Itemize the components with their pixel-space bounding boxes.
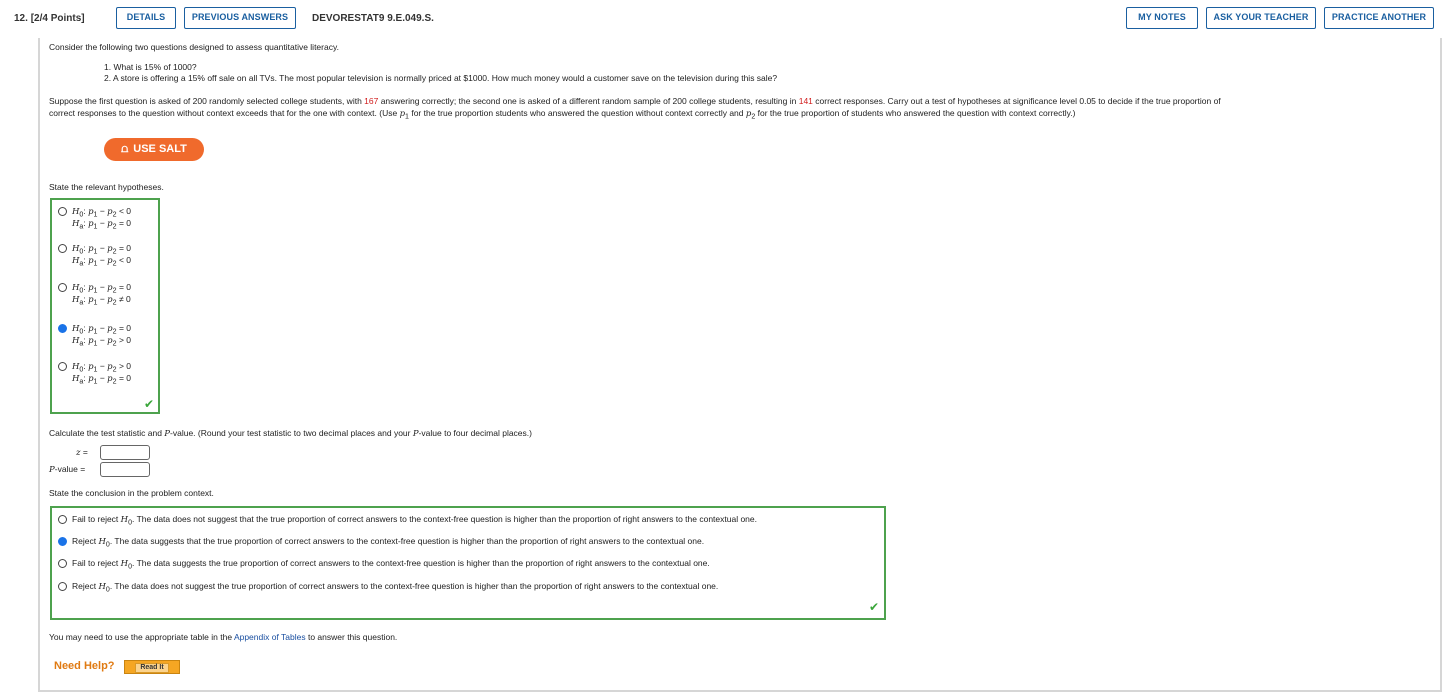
hypothesis-option-5: $H_0$: $p_1 - p_2 > 0$ $H_a$: $p_1 - p_2 = 0$ bbox=[72, 361, 131, 386]
correct-count-1: 167 bbox=[364, 96, 379, 106]
null-hypothesis-relation: = 0 bbox=[118, 282, 131, 292]
hypothesis-radio-2[interactable] bbox=[58, 244, 67, 253]
conclusion-prompt: State the conclusion in the problem context. bbox=[49, 488, 214, 498]
p-value-input[interactable] bbox=[100, 462, 150, 477]
hypothesis-option-3: $H_0$: $p_1 - p_2 = 0$ $H_a$: $p_1 - p_2 \ne 0$ bbox=[72, 282, 131, 307]
points-label: [2/4 Points] bbox=[30, 13, 85, 24]
ask-teacher-button[interactable]: ASK YOUR TEACHER bbox=[1206, 7, 1316, 29]
alt-hypothesis-relation: ≠ 0 bbox=[118, 294, 131, 304]
hypothesis-option-4: $H_0$: $p_1 - p_2 = 0$ $H_a$: $p_1 - p_2 > 0$ bbox=[72, 323, 131, 348]
question-1-text: 1. What is 15% of 1000? bbox=[104, 62, 197, 72]
salt-chart-icon: ⩍ bbox=[121, 143, 129, 155]
practice-another-button[interactable]: PRACTICE ANOTHER bbox=[1324, 7, 1434, 29]
appendix-note: You may need to use the appropriate table in the Appendix of Tables to answer this question. bbox=[49, 632, 398, 642]
details-button[interactable]: DETAILS bbox=[116, 7, 176, 29]
null-hypothesis-relation: = 0 bbox=[118, 323, 131, 333]
my-notes-button[interactable]: MY NOTES bbox=[1126, 7, 1198, 29]
hypothesis-option-1: $H_0$: $p_1 - p_2 < 0$ $H_a$: $p_1 - p_2 = 0$ bbox=[72, 206, 131, 231]
problem-paragraph-line1: Suppose the first question is asked of 200 randomly selected college students, with 167 answering correctly; the second one is asked of a different random sample of 200 college students, resulting in 141 correct responses. Carry out a test of hypotheses at significance level 0.05 to decide if the true proportion of bbox=[49, 96, 1221, 106]
intro-text: Consider the following two questions designed to assess quantitative literacy. bbox=[49, 42, 339, 52]
conclusion-option-3: Fail to reject $H_0$. The data suggests the true proportion of correct answers to the context-free question is higher than the proportion of right answers to the contextual one. bbox=[72, 558, 710, 571]
read-it-button[interactable]: Read It bbox=[124, 660, 180, 674]
question-header bbox=[0, 0, 1448, 38]
conclusion-option-2: Reject $H_0$. The data suggests that the true proportion of correct answers to the context-free question is higher than the proportion of right answers to the contextual one. bbox=[72, 536, 705, 549]
correct-check-icon: ✔ bbox=[144, 397, 155, 411]
null-hypothesis-relation: < 0 bbox=[118, 206, 131, 216]
conclusion-radio-4[interactable] bbox=[58, 582, 67, 591]
conclusion-option-4: Reject $H_0$. The data does not suggest the true proportion of correct answers to the context-free question is higher than the proportion of right answers to the contextual one. bbox=[72, 581, 719, 594]
hypothesis-radio-1[interactable] bbox=[58, 207, 67, 216]
alt-hypothesis-relation: > 0 bbox=[118, 335, 131, 345]
hypothesis-radio-3[interactable] bbox=[58, 283, 67, 292]
z-input[interactable] bbox=[100, 445, 150, 460]
correct-count-2: 141 bbox=[798, 96, 813, 106]
alt-hypothesis-relation: = 0 bbox=[118, 218, 131, 228]
problem-paragraph-line2: correct responses to the question without context exceeds that for the one with context. (Use $p_1$ for the true proportion students who answered the question without context correctly and $p_2$ for the true proportion of students who answered the question with context correctly.) bbox=[49, 108, 1076, 121]
hypothesis-option-2: $H_0$: $p_1 - p_2 = 0$ $H_a$: $p_1 - p_2 < 0$ bbox=[72, 243, 131, 268]
conclusion-option-1: Fail to reject $H_0$. The data does not suggest that the true proportion of correct answers to the context-free question is higher than the proportion of right answers to the contextual one. bbox=[72, 514, 757, 527]
conclusion-radio-1[interactable] bbox=[58, 515, 67, 524]
question-number: 12. [2/4 Points] bbox=[14, 13, 85, 24]
question-id: DEVORESTAT9 9.E.049.S. bbox=[312, 13, 434, 24]
alt-hypothesis-relation: = 0 bbox=[118, 373, 131, 383]
correct-check-icon: ✔ bbox=[869, 600, 880, 614]
hypothesis-radio-4[interactable] bbox=[58, 324, 67, 333]
question-2-text: 2. A store is offering a 15% off sale on all TVs. The most popular television is normally priced at $1000. How much money would a customer save on the television during this sale? bbox=[104, 73, 778, 83]
null-hypothesis-relation: = 0 bbox=[118, 243, 131, 253]
p-value-label: P-value = bbox=[49, 464, 86, 475]
conclusion-radio-2[interactable] bbox=[58, 537, 67, 546]
hypothesis-radio-5[interactable] bbox=[58, 362, 67, 371]
null-hypothesis-relation: > 0 bbox=[118, 361, 131, 371]
previous-answers-button[interactable]: PREVIOUS ANSWERS bbox=[184, 7, 296, 29]
calc-prompt: Calculate the test statistic and P-value. (Round your test statistic to two decimal places and your P-value to four decimal places.) bbox=[49, 428, 532, 439]
hypotheses-prompt: State the relevant hypotheses. bbox=[49, 182, 164, 192]
use-salt-button[interactable]: ⩍ USE SALT bbox=[104, 138, 204, 161]
appendix-link[interactable]: Appendix of Tables bbox=[233, 632, 306, 642]
z-label: z = bbox=[76, 447, 88, 458]
need-help-label: Need Help? bbox=[54, 660, 115, 672]
alt-hypothesis-relation: < 0 bbox=[118, 255, 131, 265]
conclusion-radio-3[interactable] bbox=[58, 559, 67, 568]
